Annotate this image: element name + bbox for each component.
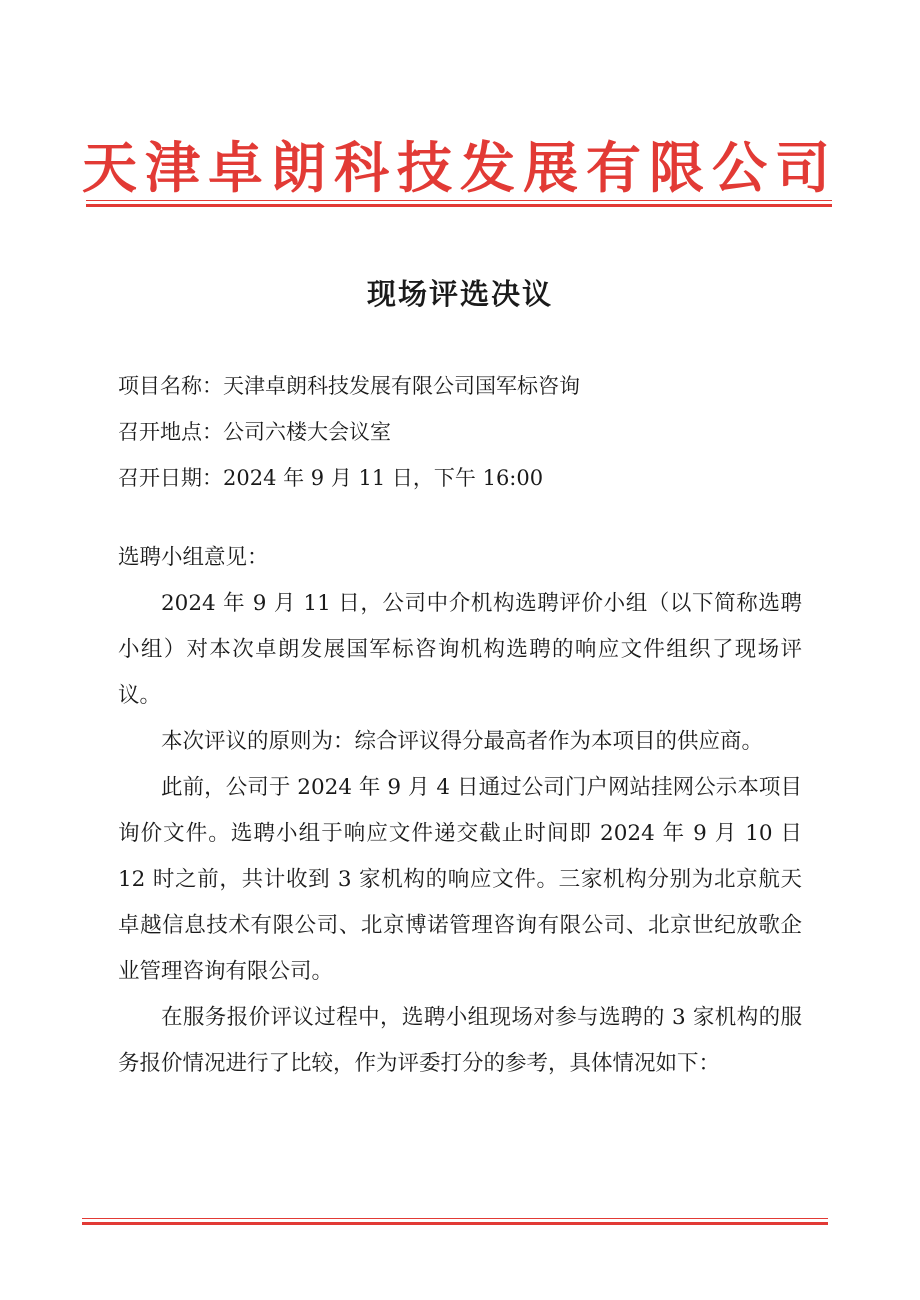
document-body <box>118 535 802 1087</box>
meeting-date-line <box>118 455 818 501</box>
project-name-line <box>118 363 818 409</box>
section-heading: 选聘小组意见： <box>118 545 269 570</box>
letterhead-rule-thick <box>86 204 832 207</box>
meeting-info <box>118 363 818 501</box>
footer-rule-thin <box>82 1218 828 1219</box>
letterhead-rule-thin <box>86 200 832 201</box>
footer-rule-thick <box>82 1222 828 1225</box>
meeting-date-label: 召开日期： <box>118 466 223 490</box>
body-paragraph: 2024 年 9 月 11 日，公司中介机构选聘评价小组（以下简称选聘小组）对本次卓朗发展国军标咨询机构选聘的响应文件组织了现场评议。 <box>118 591 802 708</box>
meeting-location-label: 召开地点： <box>118 420 223 444</box>
project-name-label: 项目名称： <box>118 374 223 398</box>
meeting-location-line <box>118 409 818 455</box>
meeting-date-value: 2024 年 9 月 11 日，下午 16:00 <box>223 466 544 490</box>
body-paragraph: 在服务报价评议过程中，选聘小组现场对参与选聘的 3 家机构的服务报价情况进行了比较，作为评委打分的参考，具体情况如下： <box>118 1005 802 1076</box>
meeting-location-value: 公司六楼大会议室 <box>223 420 391 444</box>
body-paragraph: 此前，公司于 2024 年 9 月 4 日通过公司门户网站挂网公示本项目询价文件。选聘小组于响应文件递交截止时间即 2024 年 9 月 10 日 12 时之前，共计收到 3 家机构的响应文件。三家机构分别为北京航天卓越信息技术有限公司、北京博诺管理咨询有限公司、北京世纪放歌企业管理咨询有限公司。 <box>118 775 802 984</box>
document-title: 现场评选决议 <box>366 277 553 311</box>
project-name-value: 天津卓朗科技发展有限公司国军标咨询 <box>223 374 580 398</box>
body-paragraph: 本次评议的原则为：综合评议得分最高者作为本项目的供应商。 <box>161 729 764 754</box>
letterhead-company-name: 天津卓朗科技发展有限公司 <box>81 136 838 200</box>
